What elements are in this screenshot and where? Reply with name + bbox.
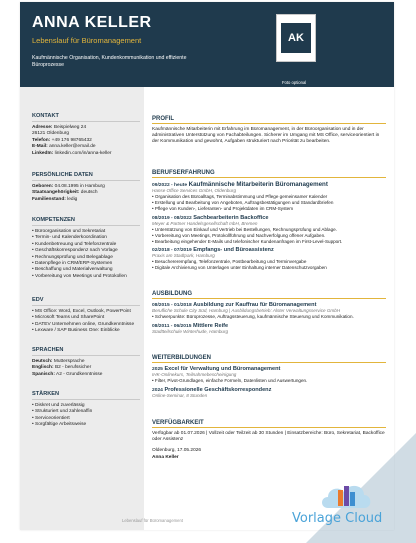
edv-section (32, 297, 140, 335)
experience-section (152, 170, 386, 271)
training-bullet: • Filter, Pivot-Grundlagen, einfache Formeln, Datenlisten und Auswertungen. (152, 378, 386, 384)
strength-item: • Sorgfältige Arbeitsweise (32, 422, 140, 428)
personal-section (32, 172, 140, 203)
personal-title: PERSÖNLICHE DATEN (32, 172, 140, 181)
strengths-section (32, 391, 140, 429)
skill-item: • Kundenbetreuung und Telefonzentrale (32, 242, 140, 248)
job-bullet: • Bearbeitung eingehender E-Mails und telefonischer Kundenanfragen im First-Level-Support. (152, 239, 386, 245)
profile-section (152, 116, 386, 146)
language-line: Deutsch: Muttersprache (32, 359, 85, 364)
tagline: Kaufmännische Organisation, Kundenkommunikation und effiziente Büroprozesse (32, 55, 187, 68)
skill-item: • Büroorganisation und Sekretariat (32, 229, 140, 235)
experience-title: BERUFSERFAHRUNG (152, 170, 386, 178)
education-heading: 08/2015 - 01/2018 Ausbildung zur Kauffrau für Büromanagement (152, 302, 317, 308)
education-section (152, 291, 386, 335)
job-bullet: • Digitale Archivierung von Unterlagen unter Einhaltung interner Datenschutzvorgaben (152, 265, 386, 271)
personal-line: Familienstand: ledig (32, 196, 78, 202)
skill-item: • Termin- und Kalenderkoordination (32, 235, 140, 241)
job-heading: 08/2019 - 08/2022 Sachbearbeiterin Backoffice (152, 214, 269, 221)
language-line: Englisch: B2 - berufssicher (32, 365, 92, 371)
watermark-text: Vorlage Cloud (292, 511, 383, 526)
personal-line: Geboren: 04.08.1995 in Hamburg (32, 184, 105, 189)
skill-item: • Geschäftskorrespondenz nach Vorlage (32, 248, 140, 254)
training-provider: IHK-Onlinekurs, Teilnahmebescheinigung (152, 372, 237, 377)
job-bullet: • Vorbereitung von Meetings, Protokollführung und Nachverfolgung offener Aufgaben. (152, 233, 386, 239)
languages-section (32, 347, 140, 378)
language-line: Spanisch: A2 - Grundkenntnisse (32, 371, 103, 377)
job-heading: 09/2022 - heute Kaufmännische Mitarbeiterin Büromanagement (152, 181, 328, 188)
personal-line: Staatsangehörigkeit: deutsch (32, 190, 98, 196)
education-institution: Berufliche Schule City Süd, Hamburg | Ausbildungsbetrieb: Alster Verwaltungsservice GmbH (152, 308, 341, 313)
profile-title: PROFIL (152, 116, 386, 124)
skill-item: • Beschaffung und Materialverwaltung (32, 267, 140, 273)
education-bullet: • Schwerpunkte: Büroprozesse, Auftragssteuerung, kaufmännische Steuerung und Kommunikation. (152, 314, 386, 320)
job-bullet: • Besuchererempfang, Telefonzentrale, Postbearbeitung und Terminvergabe (152, 259, 386, 265)
edv-title: EDV (32, 297, 140, 306)
job-bullet: • Organisation des Büroalltags, Terminabstimmung und Pflege gemeinsamer Kalender (152, 194, 386, 200)
photo-placeholder (276, 14, 316, 62)
edv-item: • Microsoft Teams und SharePoint (32, 315, 140, 321)
contact-line: E-Mail: anna.keller@email.de (32, 144, 96, 150)
job-bullet: • Pflege von Kunden-, Lieferanten- und Projektdaten im CRM-System (152, 206, 386, 212)
header (20, 2, 394, 87)
strength-item: • Diskret und zuverlässig (32, 403, 140, 409)
skills-title: KOMPETENZEN (32, 217, 140, 226)
signature-name: Anna Keller (152, 454, 179, 460)
languages-title: SPRACHEN (32, 347, 140, 356)
availability-title: VERFÜGBARKEIT (152, 420, 386, 428)
resume-subtitle: Lebenslauf für Büromanagement (32, 36, 142, 45)
education-title: AUSBILDUNG (152, 291, 386, 299)
availability-text: Verfügbar ab 01.07.2026 | Vollzeit oder Teilzeit ab 30 Stunden | Einsatzbereiche: Büro, Sekretariat, Backoffice oder Assistenz (152, 431, 385, 443)
contact-line: Telefon: +49 176 98765432 (32, 137, 92, 143)
education-institution: Stadtteilschule Winterhude, Hamburg (152, 328, 229, 334)
training-heading: 2025 Excel für Verwaltung und Büromanagement (152, 366, 281, 372)
skills-section (32, 217, 140, 280)
training-provider: Online-Seminar, 8 Stunden (152, 392, 208, 398)
edv-item: • MS Office: Word, Excel, Outlook, PowerPoint (32, 309, 140, 315)
training-heading: 2024 Professionelle Geschäftskorrespondenz (152, 386, 272, 393)
strength-item: • Strukturiert und zahlenaffin (32, 409, 140, 415)
training-title: WEITERBILDUNGEN (152, 355, 386, 363)
job-company: Meyer & Partner Handelsgesellschaft mbH, Bremen (152, 220, 258, 226)
job-company: Hanse Office Services GmbH, Oldenburg (152, 188, 236, 193)
contact-line: 26121 Oldenburg (32, 131, 70, 137)
job-bullet: • Unterstützung von Einkauf und Vertrieb bei Bestellungen, Rechnungsprüfung und Ablage. (152, 227, 386, 233)
contact-section (32, 113, 140, 157)
education-heading: 08/2011 - 06/2015 Mittlere Reife (152, 322, 229, 329)
job-heading: 02/2018 - 07/2019 Empfangs- und Büroassistenz (152, 247, 274, 254)
cloud-logo-icon (318, 480, 374, 510)
training-section (152, 355, 386, 399)
page-footer: Lebenslauf für Büromanagement (122, 518, 183, 523)
contact-title: KONTAKT (32, 113, 140, 122)
strength-item: • Serviceorientiert (32, 416, 140, 422)
job-company: Praxis am Stadtpark, Hamburg (152, 253, 215, 259)
contact-line: LinkedIn: linkedin.com/in/anna-keller (32, 150, 112, 156)
edv-item: • DATEV Unternehmen online, Grundkenntnisse (32, 322, 140, 328)
signature-place-date: Oldenburg, 17.05.2026 (152, 448, 202, 454)
profile-text: Kaufmännische Mitarbeiterin mit Erfahrung im Büromanagement, in der Büroorganisation und in der administrativen Unterstützung von Fachabteilungen. Sicherer im Umgang mit MS Office, serviceorientiert in der Kommunikation und gewohnt, Aufgaben strukturiert nach Priorität zu bearbeiten. (152, 127, 380, 145)
photo-caption: Foto optional (282, 80, 307, 85)
edv-item: • Lexware / SAP Business One: Einblicke (32, 328, 140, 334)
skill-item: • Vorbereitung von Meetings und Protokollen (32, 274, 140, 280)
contact-line: Adresse: Beispielweg 24 (32, 125, 87, 130)
candidate-name: ANNA KELLER (32, 14, 152, 31)
skill-item: • Datenpflege in CRM/ERP-Systemen (32, 261, 140, 267)
photo-initials: AK (281, 23, 311, 53)
sidebar (20, 87, 144, 530)
job-bullet: • Erstellung und Bearbeitung von Angeboten, Auftragsbestätigungen und Standardbriefen (152, 200, 386, 206)
strengths-title: STÄRKEN (32, 391, 140, 400)
skill-item: • Rechnungsprüfung und Belegablage (32, 255, 140, 261)
